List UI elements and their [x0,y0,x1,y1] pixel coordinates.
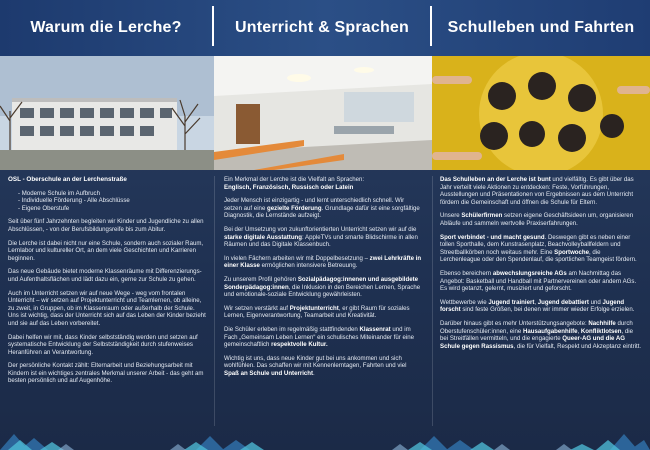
paragraph: Die Schüler erleben im regelmäßig stattfindenden Klassenrat und im Fach „Gemeinsam Leben Lernen“ ein schulisches Miteinander für eine gemeinschaftlich respektvolle Kultur. [224,325,415,349]
paragraph: Sport verbindet - und macht gesund. Deswegen gibt es neben einer tollen Sporthalle, dem Kunstrasenplatz, Beachvolleyballfeldern und Streetballkörben noch weitaus mehr. Eine Sportwoche, die Lerchenleague oder den Spendenlauf, die sportlichen Teamgeist fördern. [440,233,637,264]
paragraph: Unsere Schülerfirmen setzen eigene Geschäftsideen um, organisieren Abläufe und sammeln wertvolle Praxiserfahrungen. [440,212,634,227]
paragraph: Der persönliche Kontakt zählt: Elternarbeit und Beziehungsarbeit mit Kindern ist ein wichtiges zentrales Merkmal unserer Arbeit - das geht am besten persönlich und auf Augenhöhe. [8,362,204,385]
list-item: - Eigene Oberstufe [18,204,70,212]
paragraph: Wettbewerbe wie Jugend trainiert, Jugend debattiert und Jugend forscht sind feste Größen, bei denen wir immer wieder Erfolge erzielen. [440,298,635,314]
paragraph: Seit über fünf Jahrzehnten begleiten wir Kinder und Jugendliche zu allen Abschlüssen, - von der Berufsbildungsreife bis zum Abitur. [8,218,204,233]
paragraph: Zu unserem Profil gehören Sozialpädagog:innenen und ausgebildete Sonderpädagog:innen, die Inklusion in den Bereichen Lernen, Sprache und emotionale-soziale Entwicklung gewährleisten. [224,275,421,299]
header-title-schoollife: Schulleben und Fahrten [447,19,635,36]
paragraph: Die Lerche ist dabei nicht nur eine Schule, sondern auch sozialer Raum, Lernlabor und kultureller Ort, an dem viele Geschichten und Karrieren beginnen. [8,239,204,262]
feature-list [18,190,206,213]
school-name-heading: OSL - Oberschule an der Lerchenstraße [8,176,127,183]
paragraph: Wir setzen verstärkt auf Projektunterricht, er gibt Raum für soziales Lernen, Eigenverantwortung, Teamarbeit und Kreativität. [224,304,410,320]
paragraph: Darüber hinaus gibt es mehr Unterstützungsangebote: Nachhilfe durch Oberstufenschüler:innen, eine Hausaufgabenhilfe, Konfliktlotsen, die bei Streitfällen vermitteln, und die engagierte Queer-AG und die AG Schule gegen Rassismus, die für Vielfalt, Respekt und Akzeptanz eintritt. [440,319,642,350]
paragraph: Wichtig ist uns, dass neue Kinder gut bei uns ankommen und sich wohlfühlen. Das schaffen wir mit Kennenlerntagen, Fahrten und viel Spaß an Schule und Unterricht. [224,354,407,377]
header-title-why: Warum die Lerche? [30,19,182,36]
column-teaching [224,176,422,426]
school-building-photo [0,56,214,170]
paragraph: Bei der Umsetzung von zukunftorientierten Unterricht setzen wir auf die starke digitale Ausstattung: AppleTVs und smarte Blidschirme in allen Räumen und das Digitale Klassenbuch. [224,225,418,249]
paragraph-languages: Ein Merkmal der Lerche ist die Vielfalt an Sprachen: Englisch, Französisch, Russisch oder Latein [224,176,365,191]
paragraph: Das neue Gebäude bietet moderne Klassenräume mit Differenzierungs- und Aufenthaltsflächen und lädt dazu ein, gerne zur Schule zu gehen. [8,268,202,283]
column-divider [432,176,433,426]
paragraph: Ebenso bereichern abwechslungsreiche AGs am Nachmittag das Angebot: Basketball und Handball mit Partnervereinen oder andern AGs. Es wird getanzt, gelernt, musiziert und geforscht. [440,269,637,293]
decorative-triangle-pattern [0,414,650,450]
list-item: - Moderne Schule im Aufbruch [18,189,100,197]
classroom-photo [214,56,432,170]
paragraph: Auch im Unterricht setzen wir auf neue Wege - weg vom frontalen Unterricht – wir setzen auf Projektunterricht und Teamlernen, ob alleine, zu zweit, in Gruppen, ob im Klassenraum oder außerhalb der Schule. Uns ist wichtig, dass der Unterricht sich auf das Leben der Kinder bezieht und sie auf das Leben vorbereitet. [8,289,206,327]
paragraph: Das Schulleben an der Lerche ist bunt und vielfältig. Es gibt über das Jahr verteilt viele Aktionen zu entdecken: Feste, Vorführungen, Ausstellungen und Präsentationen von Ergebnissen aus dem Unterricht fördern die Gemeinschaft und öffnen die Schule für Eltern. [440,176,634,206]
students-huddle-photo [432,56,650,170]
list-item: - Individuelle Förderung - Alle Abschlüsse [18,197,130,205]
paragraph: Dabei helfen wir mit, dass Kinder selbstständig werden und setzen auf systematische Entwicklung der Selbstständigkeit durch stufenweises Heranführen an Verantwortung. [8,333,198,356]
header-title-teaching: Unterricht & Sprachen [234,19,409,36]
header-bar [0,0,650,56]
column-why [8,176,206,426]
paragraph: In vielen Fächern arbeiten wir mit Doppelbesetzung – zwei Lehrkräfte in einer Klasse ermöglichen intensivere Betreuung. [224,254,422,270]
paragraph: Jeder Mensch ist einzigartig - und lernt unterschiedlich schnell. Wir setzen auf eine gezielte Förderung. Grundlage dafür ist eine sorgfältige Diagnostik, die Lernstände aufzeigt. [224,197,420,220]
column-divider [214,176,215,426]
column-schoollife [440,176,642,426]
